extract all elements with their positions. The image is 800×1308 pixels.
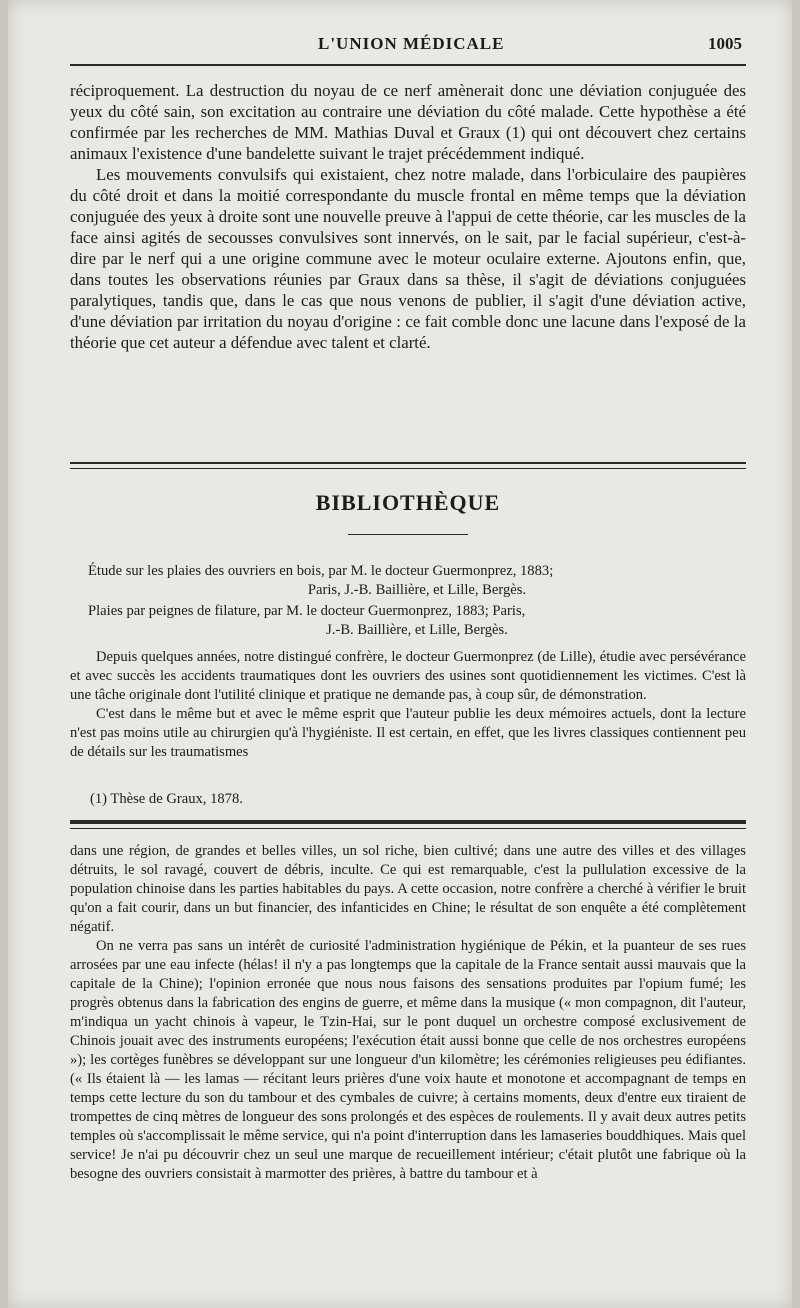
bib-entry-1-line-2: Paris, J.-B. Baillière, et Lille, Bergès. bbox=[307, 582, 527, 598]
top-text-block bbox=[70, 80, 746, 353]
paragraph-convulsions: Les mouvements convulsifs qui existaient, chez notre malade, dans l'orbiculaire des paupières du côté droit et dans la moitié correspondante du muscle frontal en même temps que la déviation conjuguée des yeux à droite sont une nouvelle preuve à l'appui de cette théorie, car les muscles de la face ainsi agités de secousses convulsives sont innervés, on le sait, par le facial supérieur, c'est-à-dire par le nerf qui a une origine commune avec le moteur oculaire externe. Ajoutons enfin, que, dans toutes les observations réunies par Graux dans sa thèse, il s'agit de déviations conjuguées paralytiques, tandis que, dans le cas que nous venons de publier, il s'agit d'une déviation active, d'une déviation par irritation du noyau d'origine : ce fait comble donc une lacune dans l'exposé de la théorie que cet auteur a défendue avec talent et clarté. bbox=[70, 165, 746, 352]
footnote: (1) Thèse de Graux, 1878. bbox=[90, 791, 243, 807]
paragraph-continued: réciproquement. La destruction du noyau de ce nerf amènerait donc une déviation conjuguée des yeux du côté sain, son excitation au contraire une déviation du côté malade. Cette hypothèse a été confirmée par les recherches de MM. Mathias Duval et Graux (1) qui ont découvert chez certains animaux l'existence d'une bandelette suivant le trajet précédemment indiqué. bbox=[70, 81, 746, 163]
section-title: BIBLIOTHÈQUE bbox=[315, 490, 501, 515]
scanned-page bbox=[8, 0, 792, 1308]
page-divider-lower bbox=[70, 828, 746, 829]
bib-entry-1-line-1: Étude sur les plaies des ouvriers en bois, par M. le docteur Guermonprez, 1883; bbox=[88, 563, 554, 579]
bottom-text-block bbox=[70, 842, 746, 1184]
page-divider-upper bbox=[70, 820, 746, 824]
title-underline bbox=[348, 534, 468, 535]
page-number: 1005 bbox=[708, 34, 742, 53]
bib-entry-2-line-2: J.-B. Baillière, et Lille, Bergès. bbox=[326, 622, 508, 638]
running-header bbox=[70, 30, 746, 60]
paragraph-china: dans une région, de grandes et belles villes, un sol riche, bien cultivé; dans une autre des villes et des villages détruits, le sol ravagé, couvert de débris, inculte. Ce qui est remarquable, c'est la pullulation excessive de la population chinoise dans les parties habitables du pays. A cette occasion, notre confrère a cherché à vérifier le bruit qu'on a fait courir, dans un but financier, des infanticides en Chine; le résultat de son enquête a été complètement négatif. bbox=[70, 843, 746, 935]
review-paragraph: Depuis quelques années, notre distingué confrère, le docteur Guermonprez (de Lille), étudie avec persévérance et avec succès les accidents traumatiques dont les ouvriers des usines sont quotidiennement les victimes. C'est là une tâche originale dont l'utilité clinique et pratique ne demande pas, à coup sûr, de démonstration. bbox=[70, 649, 746, 703]
bibliography-entry bbox=[70, 562, 746, 600]
review-text-block bbox=[70, 648, 746, 762]
paragraph-pekin: On ne verra pas sans un intérêt de curiosité l'administration hygiénique de Pékin, et la puanteur de ses rues arrosées par une eau infecte (hélas! il n'y a pas longtemps que la capitale de la France sentait aussi mauvais que la capitale de la Chine); l'opinion erronée que nous nous faisons des sensations produites par l'opium fumé; les progrès obtenus dans la fabrication des engins de guerre, et même dans la musique (« mon compagnon, dit l'auteur, m'indiqua un yacht chinois à vapeur, le Tzin-Hai, sur le pont duquel un orchestre composé exclusivement de Chinois jouait avec des instruments européens; l'exécution était aussi bonne que celle de nos orchestres européens »); les cortèges funèbres se développant sur une longueur d'un kilomètre; les cérémonies religieuses peu édifiantes. (« Ils étaient là — les lamas — récitant leurs prières d'une voix haute et monotone et accompagnant de temps en temps cette lecture du son du tambour et des cymbales de cuivre; à certains moments, deux d'entre eux tiraient de trompettes de cinq mètres de longueur des sons prolongés et des espèces de roulements. Il y avait deux autres petits temples où s'accomplissait le même service, qui n'a point d'interruption dans les lamaseries bouddhiques. Mais quel service! Je n'ai pu découvrir chez un seul une marque de recueillement intérieur; c'était plutôt une fabrique où la besogne des ouvriers consistait à marmotter des prières, à battre du tambour et à bbox=[70, 938, 746, 1182]
bib-entry-2-line-1: Plaies par peignes de filature, par M. le docteur Guermonprez, 1883; Paris, bbox=[88, 603, 526, 619]
bibliography-entry bbox=[70, 602, 746, 640]
running-title: L'UNION MÉDICALE bbox=[318, 34, 505, 53]
bibliography-list bbox=[70, 562, 746, 640]
section-rule-lower bbox=[70, 468, 746, 469]
header-rule bbox=[70, 64, 746, 66]
section-rule-upper bbox=[70, 462, 746, 464]
review-paragraph: C'est dans le même but et avec le même esprit que l'auteur publie les deux mémoires actuels, dont la lecture n'est pas moins utile au chirurgien qu'à l'hygiéniste. Il est certain, en effet, que les livres classiques contiennent peu de détails sur les traumatismes bbox=[70, 706, 746, 760]
